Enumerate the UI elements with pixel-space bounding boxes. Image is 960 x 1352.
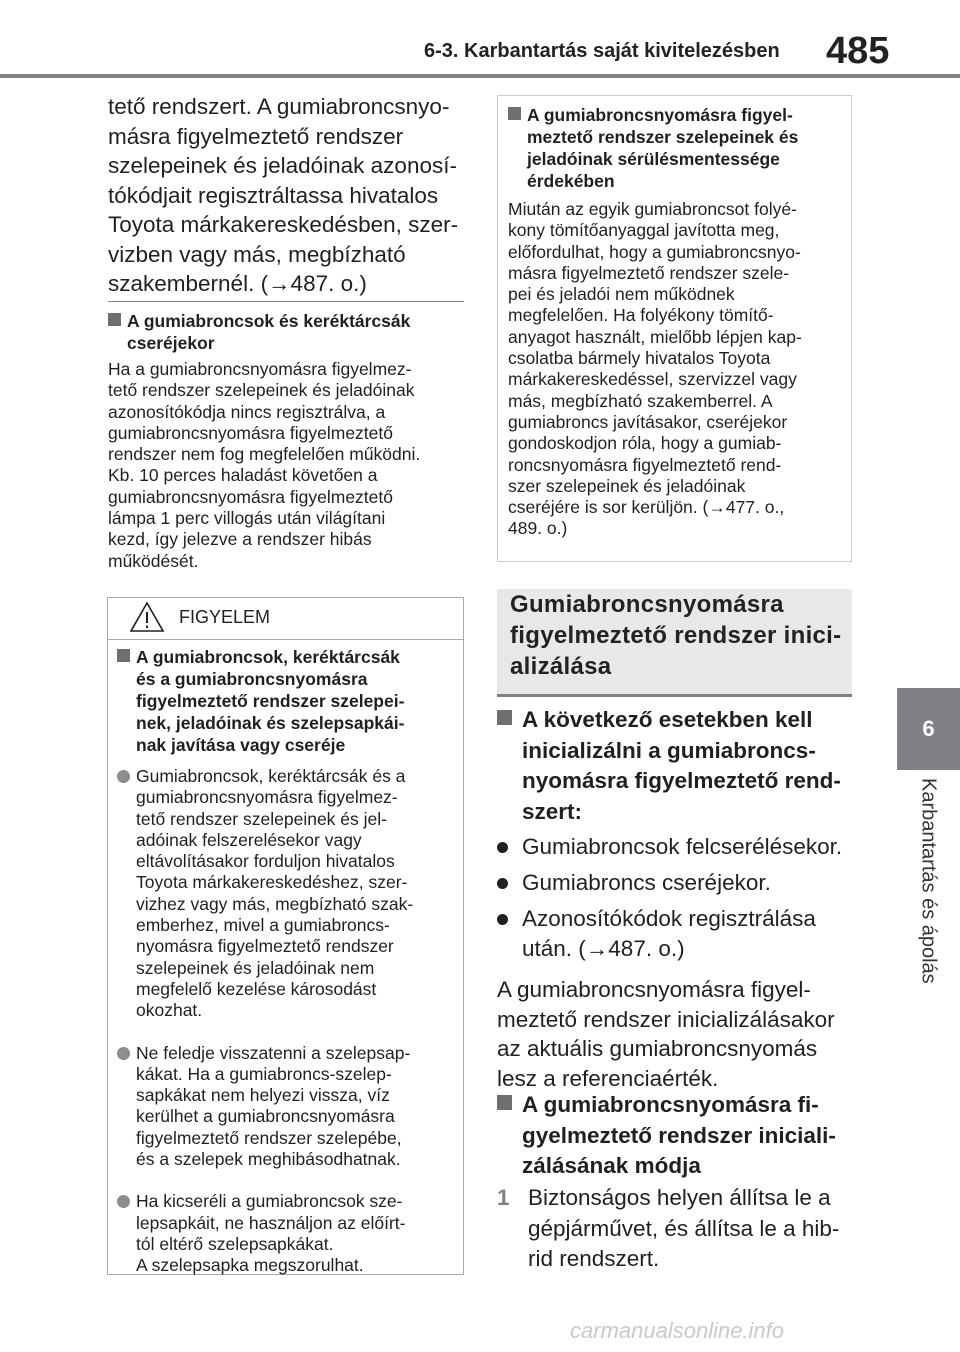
text-line: Kb. 10 perces haladást követően a	[108, 465, 378, 486]
subheading-tire-replacement	[108, 310, 468, 354]
section-header-title: 6-3. Karbantartás saját kivitelezésben	[424, 40, 780, 62]
header-rule	[0, 74, 960, 78]
caution-bullet	[117, 1191, 457, 1276]
bullet-dot-icon	[497, 914, 508, 925]
bullet-dot-icon	[497, 878, 508, 889]
intro-paragraph	[108, 92, 468, 299]
text-line: figyelmeztető rendszer inici-	[510, 622, 842, 649]
page-number: 485	[826, 30, 890, 72]
text-line: eltávolításakor forduljon hivatalos	[136, 851, 395, 872]
round-bullet-icon	[117, 1047, 130, 1060]
text-line: működését.	[108, 550, 199, 571]
text-line: alizálása	[510, 653, 612, 680]
list-item	[497, 904, 857, 964]
text-line: A gumiabroncsnyomásra figyel-	[497, 977, 811, 1002]
text-line: nyomásra figyelmeztető rendszer	[136, 936, 394, 957]
text-line: szelepeinek és jeladóinak azonosí-	[108, 153, 457, 178]
text-line: kerülhet a gumiabroncsnyomásra	[136, 1106, 395, 1127]
square-bullet-icon	[117, 649, 130, 662]
chapter-number: 6	[922, 716, 935, 741]
text-line: nek, jeladóinak és szelepsapkái-	[136, 713, 405, 733]
text-line: tető rendszer szelepeinek és jeladóinak	[108, 380, 415, 401]
text-line: gondoskodjon róla, hogy a gumiab-	[508, 433, 782, 454]
text-line: és a gumiabroncsnyomásra	[136, 669, 368, 689]
text-line: Gumiabroncsok felcserélésekor.	[522, 834, 843, 859]
round-bullet-icon	[117, 1195, 130, 1208]
text-line: lepsapkáit, ne használjon az előírt-	[136, 1212, 406, 1233]
text-line: figyelmeztető rendszer szelepébe,	[136, 1127, 402, 1148]
text-line: cseréjére is sor kerüljön. (→477. o.,	[508, 497, 785, 518]
info-box-heading	[508, 104, 843, 192]
text-line: inicializálni a gumiabroncs-	[522, 737, 816, 763]
text-line: A gumiabroncsnyomásra fi-	[522, 1092, 819, 1117]
caution-box	[107, 597, 464, 1275]
text-line: meztető rendszer szelepeinek és	[527, 127, 799, 147]
text-line: szelepeinek és jeladóinak nem	[136, 957, 375, 978]
text-line: szert:	[522, 798, 583, 824]
text-line: 489. o.)	[508, 518, 568, 539]
subheading-when-to-initialize	[497, 705, 857, 827]
text-line: Ne feledje visszatenni a szelepsap-	[136, 1042, 411, 1063]
text-line: után. (→487. o.)	[522, 936, 685, 961]
text-line: Biztonságos helyen állítsa le a	[528, 1185, 831, 1210]
round-bullet-icon	[117, 770, 130, 783]
text-line: csolatba bármely hivatalos Toyota	[508, 348, 771, 369]
text-line: Gumiabroncsnyomásra	[510, 591, 784, 618]
text-line: A gumiabroncsok, keréktárcsák	[136, 647, 400, 667]
text-line: roncsnyomásra figyelmeztető rend-	[508, 454, 782, 475]
bullet-dot-icon	[497, 842, 508, 853]
text-line: emberhez, mivel a gumiabroncs-	[136, 915, 390, 936]
text-line: A következő esetekben kell	[522, 707, 813, 732]
text-line: meztető rendszer inicializálásakor	[497, 1006, 835, 1032]
text-line: gumiabroncsnyomásra figyelmeztető	[108, 486, 393, 507]
text-line: rid rendszert.	[528, 1246, 660, 1271]
text-line: vizben vagy más, megbízható	[108, 241, 406, 267]
subheading-how-to-initialize	[497, 1090, 857, 1182]
text-line: kezd, így jelezve a rendszer hibás	[108, 529, 372, 550]
text-line: érdekében	[527, 171, 615, 191]
text-line: rendszer nem fog megfelelően működni.	[108, 444, 421, 465]
text-line: okozhat.	[136, 1000, 203, 1021]
text-line: cseréjekor	[127, 333, 215, 353]
text-line: tókódjait regisztráltassa hivatalos	[108, 182, 439, 208]
text-line: gyelmeztető rendszer iniciali-	[522, 1122, 836, 1148]
text-line: Toyota márkakereskedéshez, szer-	[136, 872, 408, 893]
step-number: 1	[497, 1185, 510, 1210]
text-line: zálásának módja	[522, 1153, 701, 1178]
text-line: A szelepsapka megszorulhat.	[136, 1255, 364, 1276]
caution-content	[117, 646, 457, 1277]
text-line: megfelelően. Ha folyékony tömítő-	[508, 305, 774, 326]
chapter-label: Karbantartás és ápolás	[917, 778, 940, 984]
list-item	[497, 868, 857, 898]
text-line: anyagot használt, mielőbb lépjen kap-	[508, 326, 802, 347]
caution-header	[108, 598, 463, 640]
text-line: pei és jeladói nem működnek	[508, 284, 735, 305]
text-line: gumiabroncs javításakor, cseréjekor	[508, 411, 788, 432]
text-line: nyomásra figyelmeztető rend-	[522, 768, 841, 793]
text-line: másra figyelmeztető rendszer szele-	[508, 262, 790, 283]
text-line: kákat. Ha a gumiabroncs-szelep-	[136, 1063, 392, 1084]
text-line: Gumiabroncs cseréjekor.	[522, 870, 771, 895]
square-bullet-icon	[497, 710, 512, 725]
text-line: szer szelepeinek és jeladóinak	[508, 475, 746, 496]
tire-replacement-body	[108, 359, 468, 572]
text-line: figyelmeztető rendszer szelepei-	[136, 691, 405, 711]
text-line: lesz a referenciaérték.	[497, 1065, 719, 1091]
list-item	[497, 832, 857, 862]
text-line: más, megbízható szakemberrel. A	[508, 390, 773, 411]
text-line: szakembernél. (→487. o.)	[108, 271, 367, 296]
caution-subheading	[117, 646, 457, 756]
text-line: márkakereskedéssel, szervizzel vagy	[508, 369, 797, 390]
section-heading	[497, 589, 852, 697]
text-line: tető rendszer szelepeinek és jel-	[136, 808, 387, 829]
square-bullet-icon	[497, 1095, 512, 1110]
text-line: tető rendszert. A gumiabroncsnyo-	[108, 94, 450, 119]
chapter-label-tab	[896, 778, 960, 1008]
text-line: gépjárművet, és állítsa le a hib-	[528, 1215, 840, 1241]
initialization-paragraph	[497, 975, 857, 1093]
text-line: az aktuális gumiabroncsnyomás	[497, 1036, 818, 1061]
step-1	[497, 1183, 857, 1275]
text-line: Toyota márkakereskedésben, szer-	[108, 212, 459, 237]
text-line: sapkákat nem helyezi vissza, víz	[136, 1085, 390, 1106]
text-line: megfelelő kezelése károsodást	[136, 978, 377, 999]
caution-label: FIGYELEM	[179, 607, 271, 627]
divider	[108, 301, 464, 302]
caution-bullet	[117, 766, 457, 1022]
text-line: lámpa 1 perc villogás után világítani	[108, 508, 386, 529]
text-line: vizhez vagy más, megbízható szak-	[136, 893, 414, 914]
text-line: kony tömítőanyaggal javította meg,	[508, 220, 780, 241]
text-line: Ha a gumiabroncsnyomásra figyelmez-	[108, 359, 412, 379]
square-bullet-icon	[508, 107, 521, 120]
square-bullet-icon	[108, 313, 121, 326]
text-line: Azonosítókódok regisztrálása	[522, 906, 816, 931]
text-line: gumiabroncsnyomásra figyelmeztető	[108, 422, 393, 443]
text-line: tól eltérő szelepsapkákat.	[136, 1233, 334, 1254]
text-line: azonosítókódja nincs regisztrálva, a	[108, 401, 386, 422]
text-line: jeladóinak sérülésmentessége	[527, 149, 780, 169]
text-line: adóinak felszerelésekor vagy	[136, 829, 362, 850]
info-box-sealant	[497, 95, 852, 562]
info-box-body	[508, 199, 843, 540]
chapter-number-tab	[897, 688, 960, 770]
caution-bullet	[117, 1043, 457, 1171]
text-line: Ha kicseréli a gumiabroncsok sze-	[136, 1191, 403, 1212]
text-line: és a szelepek meghibásodhatnak.	[136, 1149, 401, 1170]
text-line: A gumiabroncsnyomásra figyel-	[527, 105, 793, 125]
watermark: carmanualsonline.info	[570, 1318, 785, 1343]
text-line: másra figyelmeztető rendszer	[108, 123, 404, 149]
text-line: gumiabroncsnyomásra figyelmez-	[136, 787, 398, 808]
text-line: nak javítása vagy cseréje	[136, 735, 346, 755]
text-line: Miután az egyik gumiabroncsot folyé-	[508, 199, 797, 219]
text-line: Gumiabroncsok, keréktárcsák és a	[136, 766, 406, 786]
text-line: A gumiabroncsok és keréktárcsák	[127, 311, 411, 331]
text-line: előfordulhat, hogy a gumiabroncsnyo-	[508, 241, 801, 262]
warning-triangle-icon	[129, 601, 165, 633]
